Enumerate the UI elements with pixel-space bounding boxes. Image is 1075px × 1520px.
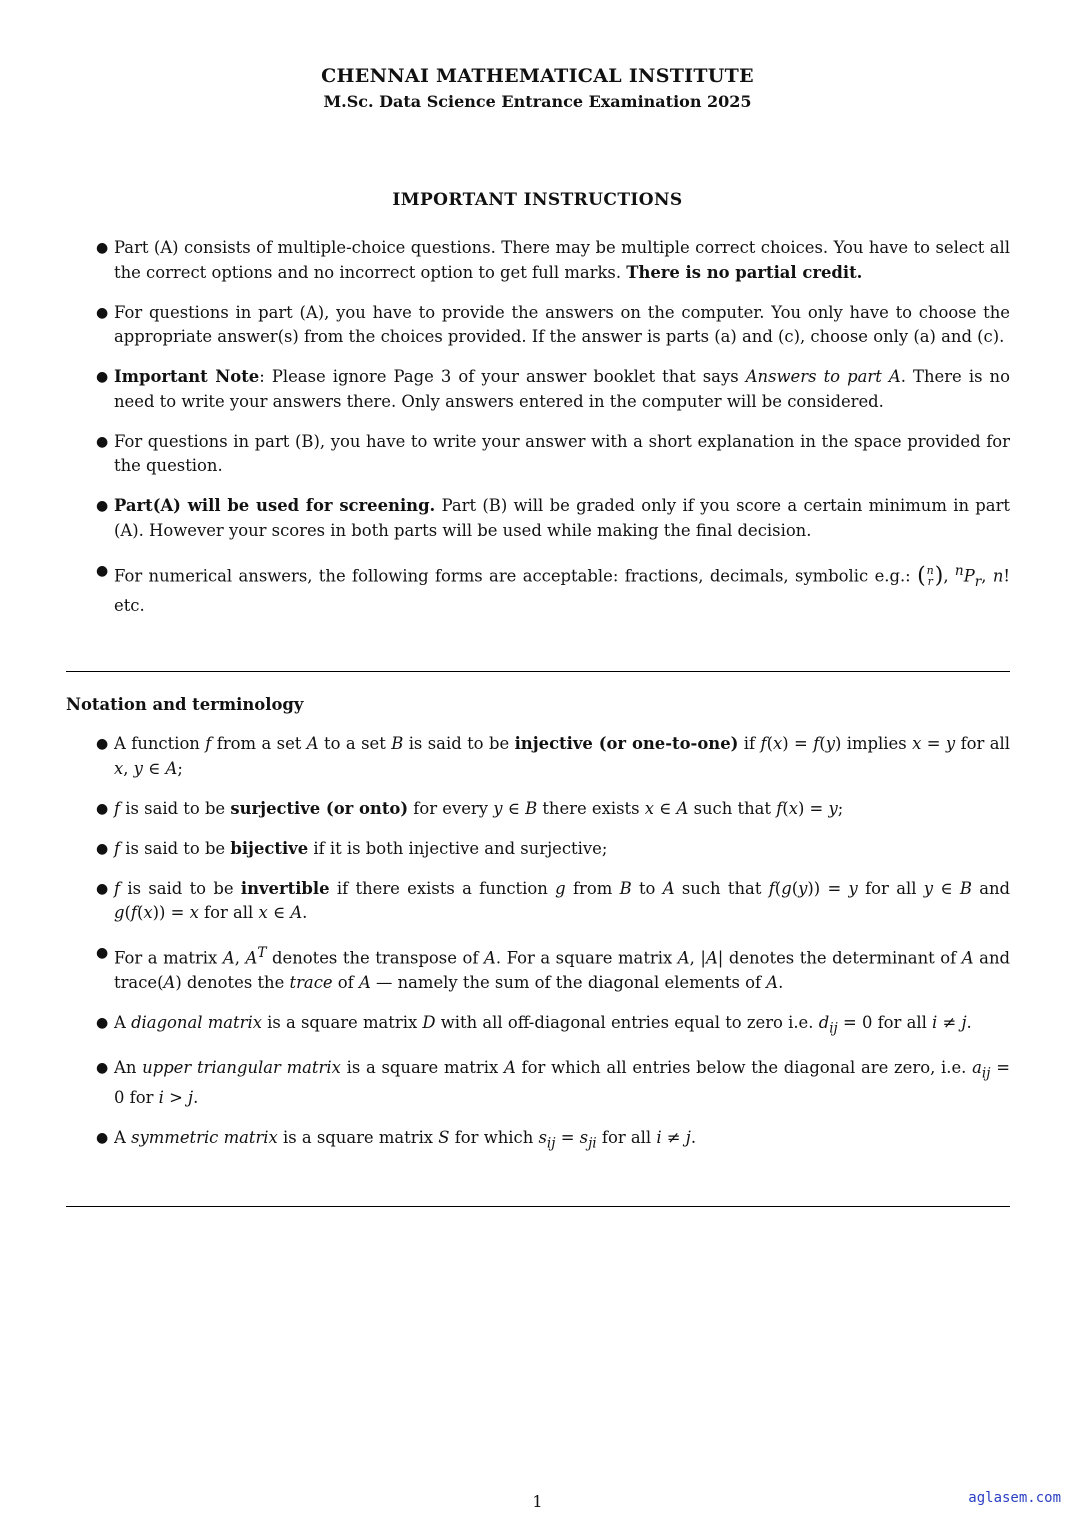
watermark: aglasem.com — [968, 1490, 1061, 1506]
bullet-icon: ● — [96, 498, 109, 514]
bullet-icon: ● — [96, 562, 109, 579]
instruction-item: ● For questions in part (B), you have to write your answer with a short explanation in the space provided for the question. — [96, 431, 1010, 475]
bullet-icon: ● — [96, 800, 109, 817]
institute-name: CHENNAI MATHEMATICAL INSTITUTE — [321, 65, 754, 87]
bullet-icon: ● — [96, 1014, 109, 1031]
binomial-symbol: n r — [926, 564, 934, 589]
section-divider — [66, 671, 1010, 672]
bullet-icon: ● — [96, 736, 109, 752]
notation-item: ● f is said to be invertible if there exists a function g from B to A such that f(g(y)) = y for all y ∈ B and g(f(x)) = x for all x ∈ A. — [96, 878, 1011, 922]
notation-item: ● For a matrix A, $A^T$ denotes the transpose of A. For a square matrix A, |A| denotes the determinant of A and trace(A) denotes the trace of A — namely the sum of the diagonal elements of A. — [96, 941, 1010, 995]
bullet-icon: ● — [96, 433, 109, 450]
instructions-list — [96, 236, 1010, 634]
instruction-item: ● Part (A) consists of multiple-choice questions. There may be multiple correct choices. You have to select all the correct options and no incorrect option to get full marks. There is no partial credit. — [96, 238, 1010, 282]
notation-heading: Notation and terminology — [66, 695, 304, 714]
bullet-icon: ● — [96, 240, 109, 256]
notation-item: ● f is said to be surjective (or onto) for every y ∈ B there exists x ∈ A such that f(x) = y; — [96, 797, 1010, 822]
bullet-icon: ● — [96, 369, 109, 385]
notation-item: ● A diagonal matrix is a square matrix D with all off-diagonal entries equal to zero i.e. $d_{ij} = 0$ for all i ≠ j. — [96, 1012, 972, 1037]
section-divider — [66, 1206, 1010, 1207]
page-number: 1 — [532, 1492, 543, 1511]
bullet-icon: ● — [96, 945, 109, 961]
instruction-item: ● Part(A) will be used for screening. Part (B) will be graded only if you score a certain minimum in part (A). However your scores in both parts will be used while making the final decision. — [96, 496, 1010, 540]
instruction-item: ● For questions in part (A), you have to provide the answers on the computer. You only have to choose the appropriate answer(s) from the choices provided. If the answer is parts (a) and (c), choose only (a) and (c). — [96, 302, 1010, 346]
instruction-item: ● Important Note: Please ignore Page 3 of your answer booklet that says Answers to part A. There is no need to write your answers there. Only answers entered in the computer will be considered. — [96, 367, 1010, 411]
bullet-icon: ● — [96, 304, 109, 321]
bullet-icon: ● — [96, 840, 109, 857]
bullet-icon: ● — [96, 1060, 109, 1077]
notation-list — [96, 732, 1010, 1171]
notation-item: ● A symmetric matrix is a square matrix S for which $s_{ij} = s_{ji}$ for all i ≠ j. — [96, 1128, 697, 1152]
instructions-heading: IMPORTANT INSTRUCTIONS — [392, 190, 683, 210]
bullet-icon: ● — [96, 880, 109, 897]
bullet-icon: ● — [96, 1130, 109, 1147]
instruction-item: ● For numerical answers, the following forms are acceptable: fractions, decimals, symbolic e.g.: (n r), $^nP_r$, n! etc. — [96, 559, 1010, 619]
exam-title: M.Sc. Data Science Entrance Examination 2025 — [323, 92, 752, 111]
notation-item: ● A function f from a set A to a set B is said to be injective (or one-to-one) if f(x) = f(y) implies x = y for all x, y ∈ A; — [96, 734, 1011, 778]
notation-item: ● f is said to be bijective if it is both injective and surjective; — [96, 837, 1010, 862]
notation-item: ● An upper triangular matrix is a square matrix A for which all entries below the diagonal are zero, i.e. $a_{ij} = 0$ for i > j. — [96, 1058, 1011, 1108]
